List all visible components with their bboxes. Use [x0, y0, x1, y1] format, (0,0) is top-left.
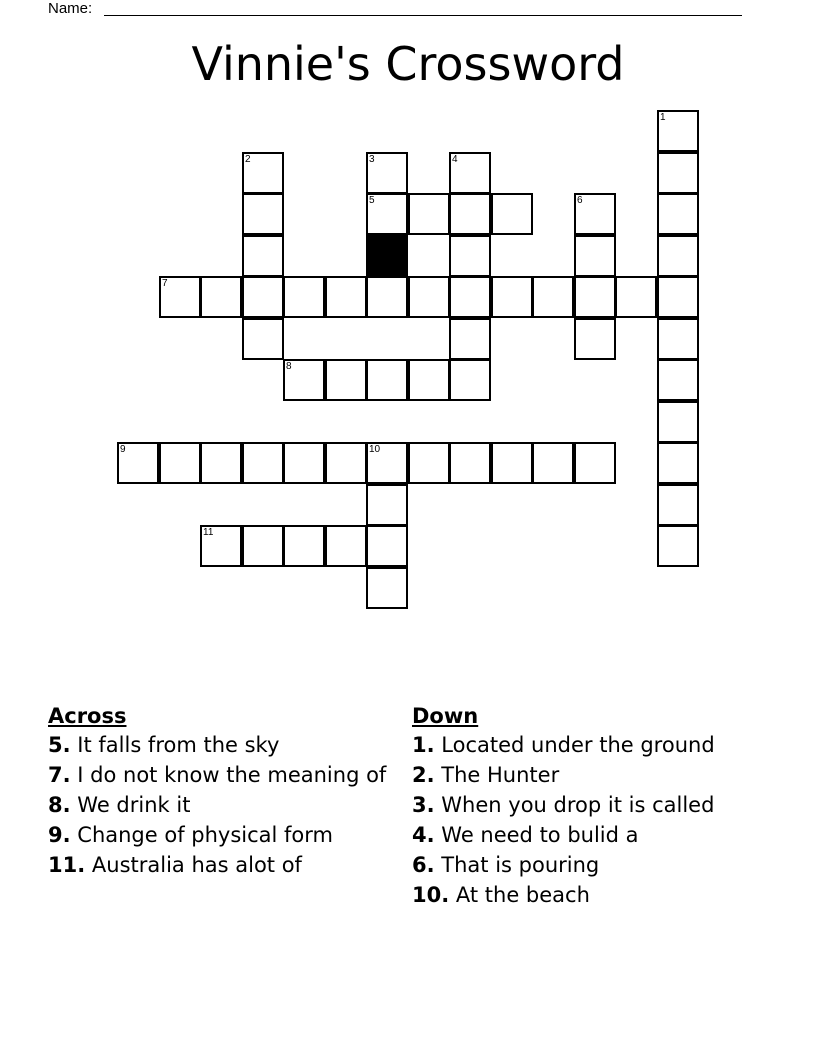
down-heading: Down [412, 704, 479, 728]
down-clue [412, 823, 757, 848]
grid-cell[interactable] [366, 442, 408, 484]
name-label: Name: [48, 0, 93, 17]
grid-cell[interactable] [532, 442, 574, 484]
grid-cell[interactable] [657, 359, 699, 401]
clue-number: 6. [412, 853, 435, 877]
grid-cell[interactable] [366, 193, 408, 235]
grid-cell[interactable] [242, 442, 284, 484]
cell-number: 10 [369, 444, 381, 455]
across-clue [48, 853, 393, 878]
grid-cell[interactable] [657, 152, 699, 194]
clue-text: We need to bulid a [441, 823, 639, 847]
grid-cell[interactable] [200, 276, 242, 318]
grid-cell[interactable] [325, 442, 367, 484]
clue-text: It falls from the sky [77, 733, 280, 757]
page-title: Vinnie's Crossword [191, 37, 625, 91]
clue-text: Australia has alot of [91, 853, 302, 877]
clue-text: Located under the ground [441, 733, 715, 757]
clue-text: The Hunter [441, 763, 560, 787]
grid-cell[interactable] [408, 359, 450, 401]
clue-number: 9. [48, 823, 71, 847]
cell-number: 11 [203, 527, 214, 538]
grid-cell[interactable] [491, 442, 533, 484]
grid-cell[interactable] [200, 442, 242, 484]
grid-cell[interactable] [366, 152, 408, 194]
grid-cell[interactable] [283, 442, 325, 484]
grid-cell[interactable] [449, 318, 491, 360]
cell-number: 1 [660, 112, 666, 123]
down-clue [412, 853, 757, 878]
cell-number: 7 [162, 278, 168, 289]
grid-cell[interactable] [574, 235, 616, 277]
grid-cell[interactable] [657, 318, 699, 360]
grid-cell[interactable] [532, 276, 574, 318]
grid-cell[interactable] [408, 442, 450, 484]
grid-cell[interactable] [574, 276, 616, 318]
grid-cell[interactable] [615, 276, 657, 318]
grid-cell[interactable] [366, 359, 408, 401]
clue-number: 4. [412, 823, 435, 847]
across-heading: Across [48, 704, 127, 728]
across-clue [48, 823, 393, 848]
clue-number: 11. [48, 853, 86, 877]
grid-cell[interactable] [574, 442, 616, 484]
cell-number: 5 [369, 195, 375, 206]
grid-cell[interactable] [242, 318, 284, 360]
cell-number: 2 [245, 154, 251, 165]
grid-cell[interactable] [366, 525, 408, 567]
grid-cell[interactable] [242, 235, 284, 277]
grid-cell[interactable] [366, 276, 408, 318]
black-cell [366, 235, 408, 277]
grid-cell[interactable] [449, 359, 491, 401]
across-clues [48, 703, 393, 883]
grid-cell[interactable] [657, 484, 699, 526]
grid-cell[interactable] [242, 276, 284, 318]
grid-cell[interactable] [159, 442, 201, 484]
grid-cell[interactable] [657, 525, 699, 567]
clue-number: 1. [412, 733, 435, 757]
grid-cell[interactable] [657, 442, 699, 484]
cell-number: 6 [577, 195, 583, 206]
grid-cell[interactable] [408, 276, 450, 318]
grid-cell[interactable] [491, 276, 533, 318]
grid-cell[interactable] [242, 193, 284, 235]
grid-cell[interactable] [325, 359, 367, 401]
down-clue [412, 793, 757, 818]
down-clue [412, 763, 757, 788]
clue-text: Change of physical form [77, 823, 334, 847]
grid-cell[interactable] [366, 484, 408, 526]
grid-cell[interactable] [657, 235, 699, 277]
grid-cell[interactable] [117, 442, 159, 484]
cell-number: 9 [120, 444, 126, 455]
cell-number: 3 [369, 154, 375, 165]
clue-text: At the beach [455, 883, 590, 907]
cell-number: 8 [286, 361, 292, 372]
across-clue [48, 763, 393, 788]
grid-cell[interactable] [325, 276, 367, 318]
grid-cell[interactable] [408, 193, 450, 235]
grid-cell[interactable] [491, 193, 533, 235]
clue-number: 7. [48, 763, 71, 787]
grid-cell[interactable] [283, 276, 325, 318]
grid-cell[interactable] [159, 276, 201, 318]
clue-text: I do not know the meaning of [77, 763, 387, 787]
clue-text: When you drop it is called [441, 793, 715, 817]
clue-number: 10. [412, 883, 450, 907]
grid-cell[interactable] [449, 152, 491, 194]
down-clue [412, 883, 757, 908]
grid-cell[interactable] [242, 525, 284, 567]
grid-cell[interactable] [574, 318, 616, 360]
grid-cell[interactable] [657, 276, 699, 318]
grid-cell[interactable] [449, 193, 491, 235]
across-clue [48, 733, 393, 758]
clue-number: 8. [48, 793, 71, 817]
across-clue [48, 793, 393, 818]
clue-number: 3. [412, 793, 435, 817]
grid-cell[interactable] [657, 193, 699, 235]
grid-cell[interactable] [657, 110, 699, 152]
down-clue [412, 733, 757, 758]
clue-text: That is pouring [441, 853, 600, 877]
clue-text: We drink it [77, 793, 191, 817]
grid-cell[interactable] [449, 442, 491, 484]
grid-cell[interactable] [657, 401, 699, 443]
grid-cell[interactable] [283, 359, 325, 401]
grid-cell[interactable] [325, 525, 367, 567]
cell-number: 4 [452, 154, 458, 165]
grid-cell[interactable] [449, 276, 491, 318]
grid-cell[interactable] [200, 525, 242, 567]
clue-number: 5. [48, 733, 71, 757]
grid-cell[interactable] [366, 567, 408, 609]
grid-cell[interactable] [449, 235, 491, 277]
grid-cell[interactable] [242, 152, 284, 194]
grid-cell[interactable] [283, 525, 325, 567]
clue-number: 2. [412, 763, 435, 787]
down-clues [412, 703, 757, 913]
grid-cell[interactable] [574, 193, 616, 235]
